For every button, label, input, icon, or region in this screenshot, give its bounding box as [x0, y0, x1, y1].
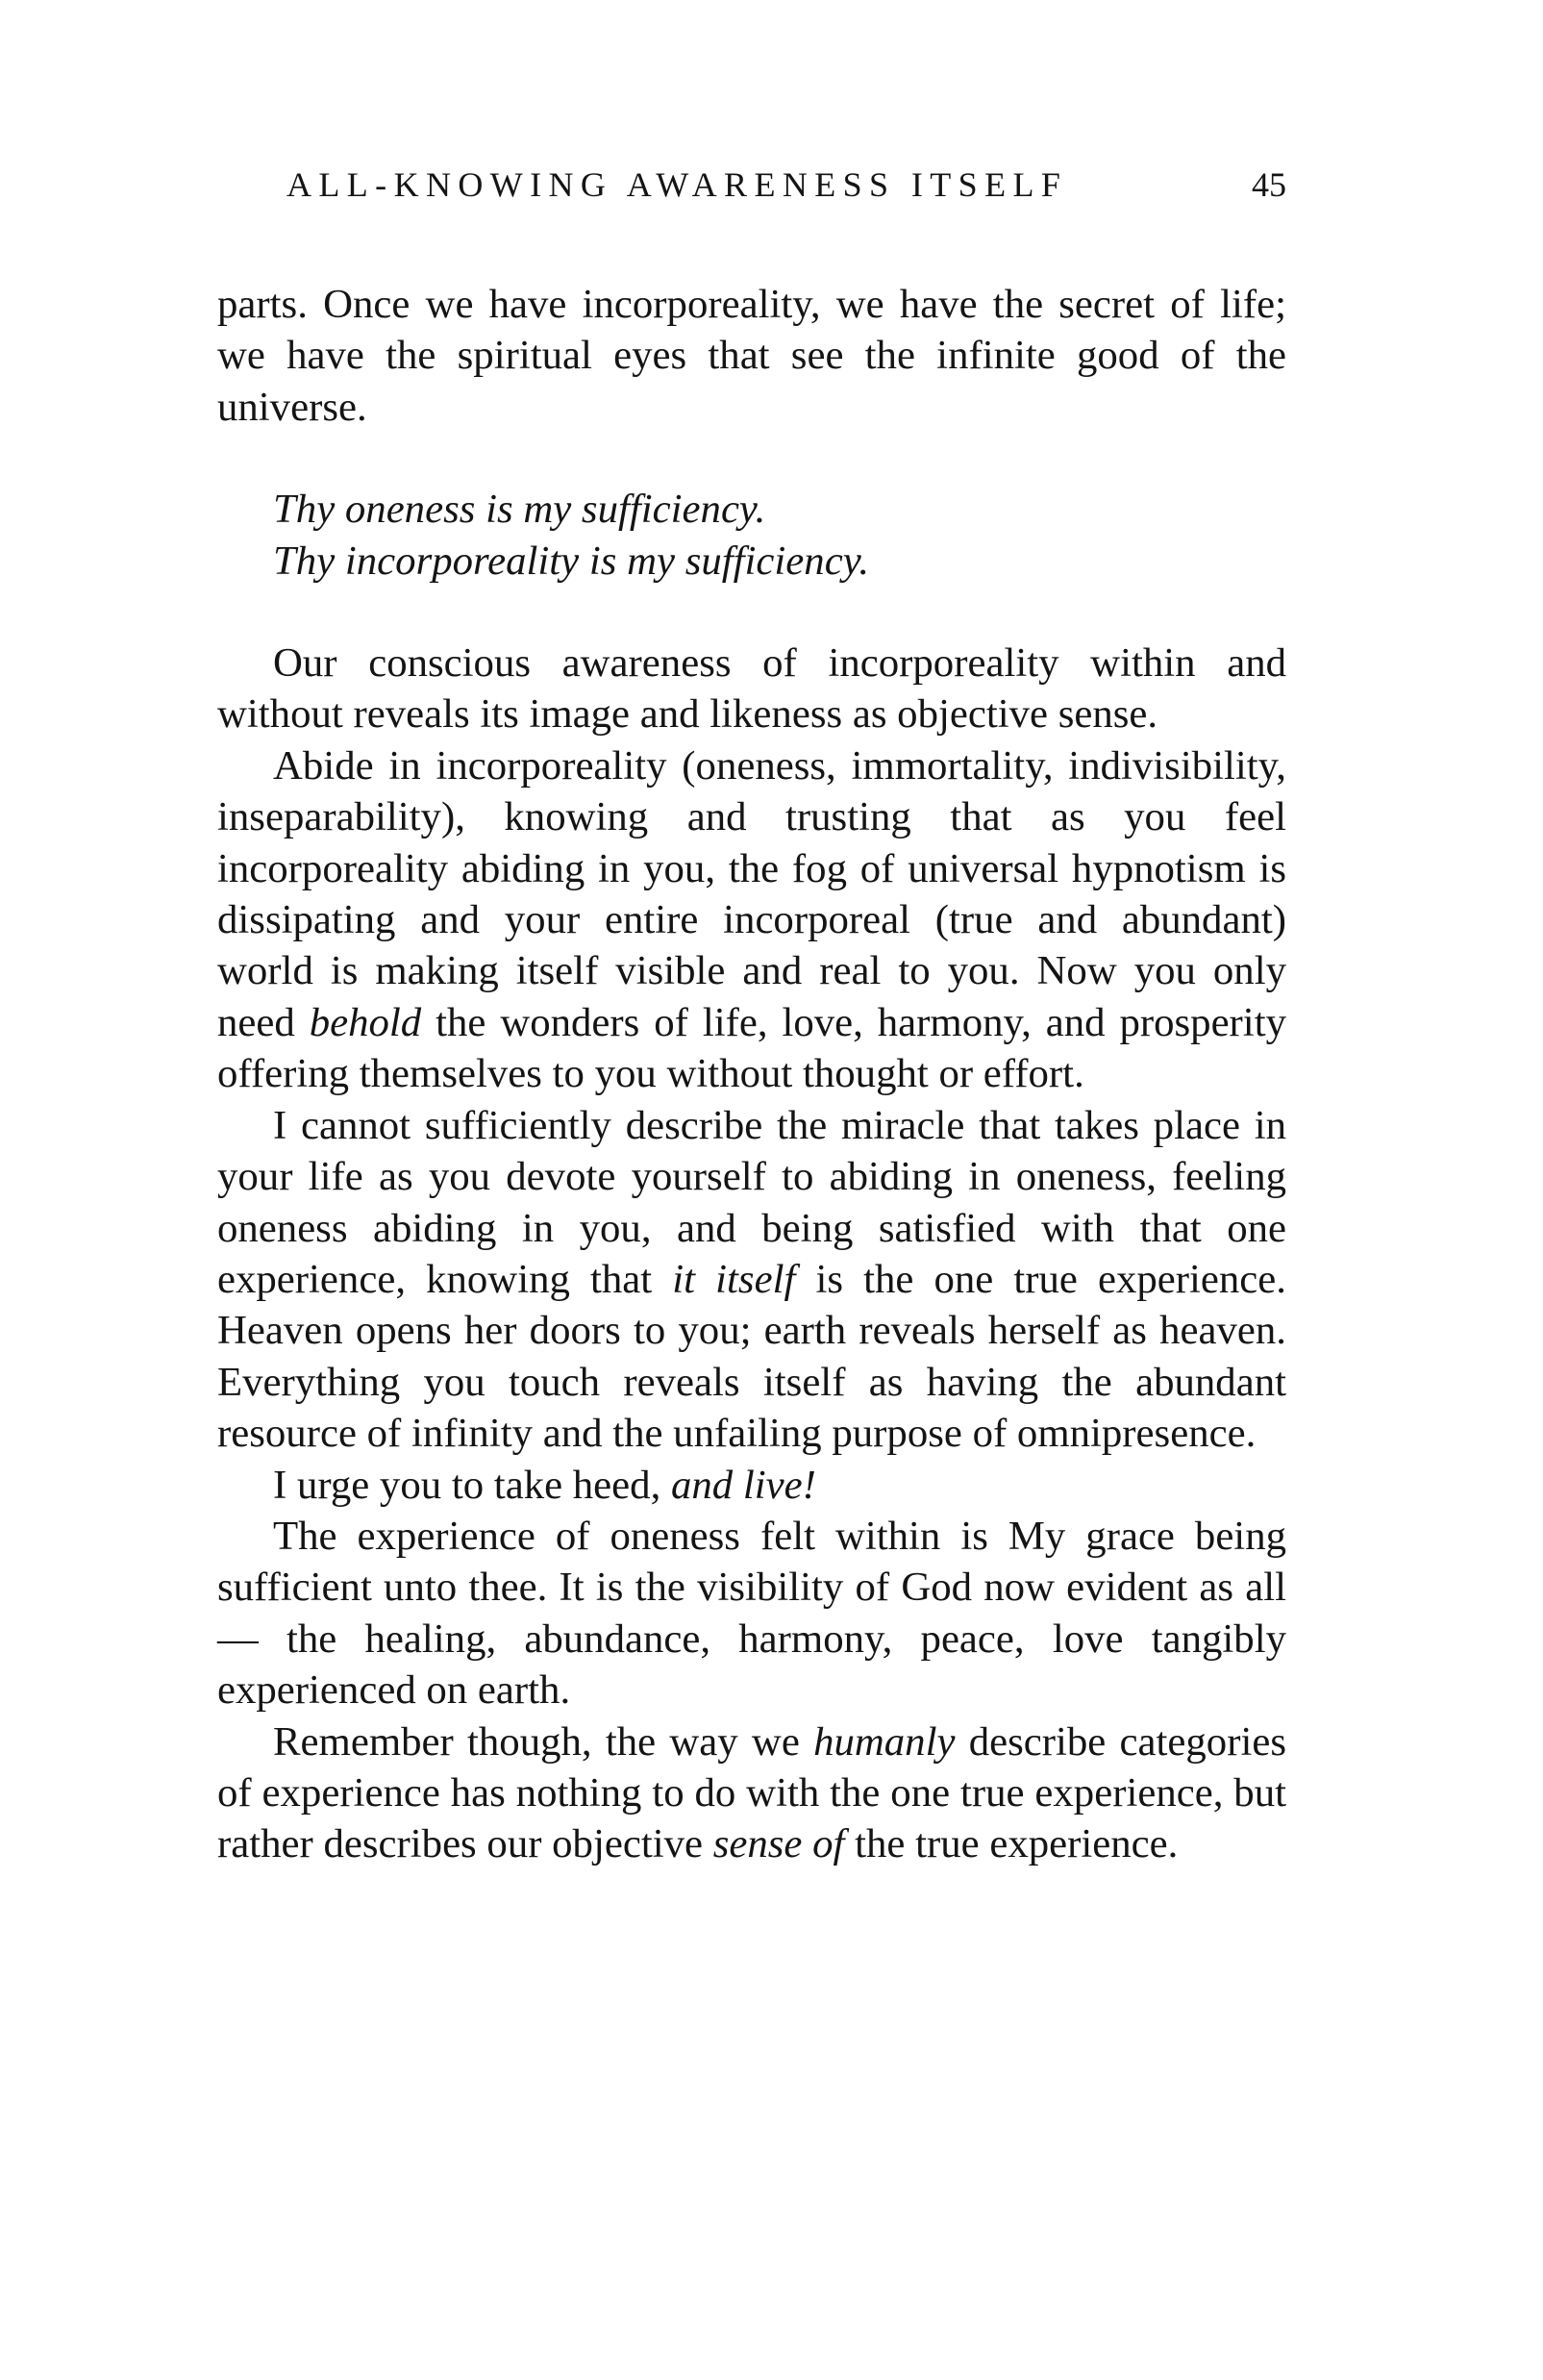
running-title: ALL-KNOWING AWARENESS ITSELF	[286, 165, 1068, 204]
paragraph-continued: parts. Once we have incorporeality, we have the secret of life; we have the spiritual eyes that see the infinite good of the universe.	[217, 282, 1286, 430]
body-text	[217, 279, 1286, 1870]
italic-verse	[273, 484, 1286, 587]
paragraph	[217, 1716, 1286, 1870]
paragraph	[217, 1100, 1286, 1460]
running-head	[217, 162, 1286, 208]
paragraph: Our conscious awareness of incorporeality within and without reveals its image and likeness as objective sense.	[217, 640, 1286, 738]
paragraph	[217, 740, 1286, 1100]
text-run: describe categories of experience has nothing to do with the one true experience, but rather describes our objective	[217, 1718, 1286, 1867]
text-run: I cannot sufficiently describe the miracle that takes place in your life as you devote yourself to abiding in oneness, feeling oneness abiding in you, and being satisfied with that one experience, knowing that	[217, 1102, 1286, 1302]
emphasis-text: and live!	[670, 1462, 816, 1508]
text-run: I urge you to take heed,	[273, 1462, 671, 1508]
text-run: the wonders of life, love, harmony, and prosperity offering themselves to you without thought or effort.	[217, 999, 1286, 1097]
emphasis-text: sense of	[712, 1821, 845, 1867]
verse-line: Thy incorporeality is my sufficiency.	[273, 538, 870, 584]
text-run: Abide in incorporeality (oneness, immortality, indivisibility, inseparability), knowing and trusting that as you feel incorporeality abiding in you, the fog of universal hypnotism is dissipating and your entire incorporeal (true and abundant) world is making itself visible and real to you. Now you only need	[217, 742, 1286, 1045]
emphasis-text: it itself	[672, 1256, 796, 1302]
page-number: 45	[1252, 165, 1286, 204]
text-run: the true experience.	[844, 1821, 1179, 1867]
text-run: Remember though, the way we	[273, 1718, 814, 1765]
text-run: is the one true experience. Heaven opens her doors to you; earth reveals herself as heaven. Everything you touch reveals itself as having the abundant resource of infinity and the unfailing purpose of omnipresence.	[217, 1256, 1286, 1457]
emphasis-text: behold	[309, 999, 422, 1045]
paragraph	[217, 1460, 1286, 1511]
emphasis-text: humanly	[813, 1718, 956, 1765]
paragraph: The experience of oneness felt within is My grace being sufficient unto thee. It is the visibility of God now evident as all — the healing, abundance, harmony, peace, love tangibly experienced on earth.	[217, 1513, 1286, 1714]
verse-line: Thy oneness is my sufficiency.	[273, 487, 766, 533]
